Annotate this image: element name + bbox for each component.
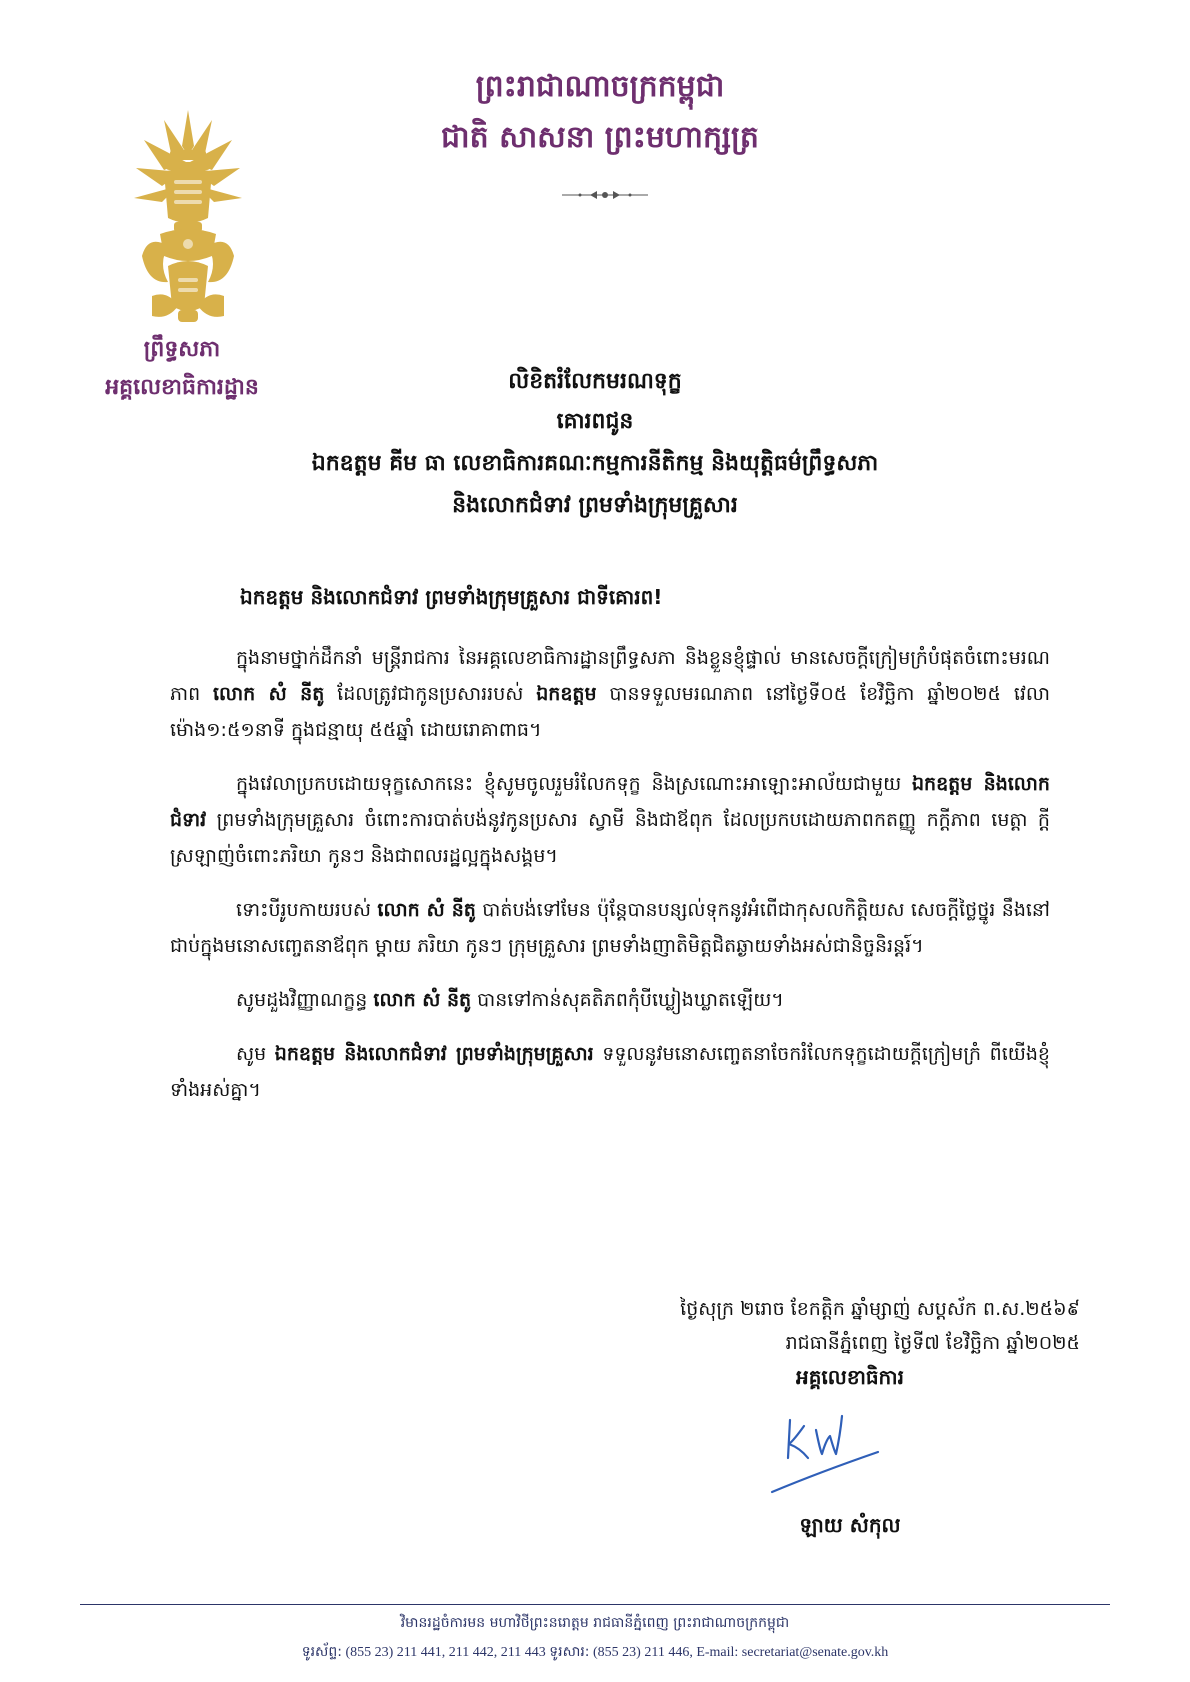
text-run: សូម <box>236 1043 275 1065</box>
divider-ornament-icon <box>560 188 650 202</box>
paragraph-3 <box>170 892 1050 964</box>
footer-contact <box>80 1638 1110 1667</box>
national-motto: ជាតិ សាសនា ព្រះមហាក្សត្រ <box>441 120 759 155</box>
senate-emblem-icon <box>128 106 248 326</box>
secretariat-name: អគ្គលេខាធិការដ្ឋាន <box>105 374 259 400</box>
letter-footer <box>80 1608 1110 1667</box>
text-run: ដែលត្រូវជាកូនប្រសាររបស់ <box>324 683 537 705</box>
condolence-title: លិខិតរំលែកមរណទុក្ខ <box>508 369 682 394</box>
honorific: ឯកឧត្តម <box>536 683 597 705</box>
date-block <box>520 1292 1080 1360</box>
senate-name: ព្រឹទ្ធសភា <box>143 336 221 362</box>
respectfully-to: គោរពជូន <box>556 409 634 434</box>
text-run: ក្នុងវេលាប្រកបដោយទុក្ខសោកនេះ ខ្ញុំសូមចូលរួមរំលែកទុក្ខ និងស្រណោះអាឡោះអាល័យជាមួយ <box>236 773 912 795</box>
fax-and-email: (855 23) 211 446, E-mail: secretariat@senate.gov.kh <box>589 1645 889 1660</box>
text-run: ទទួលនូវមនោសញ្ចេតនាចែករំលែកទុក្ខដោយក្តីក្រៀមក្រំ ពីយើងខ្ញុំទាំងអស់គ្នា។ <box>170 1043 1050 1101</box>
deceased-name: លោក សំ នីតូ <box>213 683 325 705</box>
deceased-name: លោក សំ នីតូ <box>373 989 472 1011</box>
kingdom-name: ព្រះរាជាណាចក្រកម្ពុជា <box>475 69 725 104</box>
phone-label: ទូរស័ព្ទ: <box>301 1644 342 1660</box>
footer-address: វិមានរដ្ឋចំការមន មហាវិថីព្រះនរោត្តម រាជធានីភ្នំពេញ ព្រះរាជាណាចក្រកម្ពុជា <box>400 1615 790 1631</box>
recipient-line: ឯកឧត្តម គីម ធា លេខាធិការគណៈកម្មការនីតិកម្ម និងយុត្តិធម៌ព្រឹទ្ធសភា <box>311 451 879 476</box>
paragraph-4 <box>170 982 1050 1018</box>
text-run: បាត់បង់ទៅមែន ប៉ុន្តែបានបន្សល់ទុកនូវអំពើជាកុសលកិត្តិយស សេចក្តីថ្លៃថ្នូរ នឹងនៅជាប់ក្នុងមនោសញ្ចេតនាឪពុក ម្តាយ ភរិយា កូនៗ ក្រុមគ្រួសារ ព្រមទាំងញាតិមិត្តជិតឆ្ងាយទាំងអស់ជានិច្ចនិរន្តរ៍។ <box>170 899 1050 957</box>
letter-title <box>160 362 1030 526</box>
signatory-title: អគ្គលេខាធិការ <box>796 1365 904 1389</box>
solar-date: រាជធានីភ្នំពេញ ថ្ងៃទី៧ ខែវិច្ឆិកា ឆ្នាំ២០២៥ <box>785 1332 1080 1354</box>
salutation: ឯកឧត្តម និងលោកជំទាវ ព្រមទាំងក្រុមគ្រួសារ ជាទីគោរព! <box>240 585 663 609</box>
honorific: ឯកឧត្តម និងលោកជំទាវ ព្រមទាំងក្រុមគ្រួសារ <box>274 1043 594 1065</box>
fax-label: ទូរសារ: <box>549 1644 590 1660</box>
signatory-name: ឡាយ សំកុល <box>799 1513 901 1537</box>
lunar-date: ថ្ងៃសុក្រ ២រោច ខែកត្តិក ឆ្នាំម្សាញ់ សប្តស័ក ព.ស.២៥៦៩ <box>680 1298 1080 1320</box>
paragraph-5 <box>170 1036 1050 1108</box>
honorific: ឯកឧត្តម និងលោកជំទាវ <box>170 773 1050 831</box>
recipient-family-line: និងលោកជំទាវ ព្រមទាំងក្រុមគ្រួសារ <box>452 493 738 518</box>
paragraph-2 <box>170 766 1050 874</box>
paragraph-1 <box>170 640 1050 748</box>
phone-numbers: (855 23) 211 441, 211 442, 211 443 <box>341 1645 550 1660</box>
text-run: បានទទួលមរណភាព នៅថ្ងៃទី០៥ ខែវិច្ឆិកា ឆ្នាំ២០២៥ វេលាម៉ោង១:៥១នាទី ក្នុងជន្មាយុ ៥៥ឆ្នាំ ដោយរោគាពាធ។ <box>170 683 1051 741</box>
kingdom-header <box>340 62 860 164</box>
handwritten-signature <box>770 1400 890 1500</box>
text-run: បានទៅកាន់សុគតិភពកុំបីឃ្លៀងឃ្លាតឡើយ។ <box>471 989 784 1011</box>
text-run: សូមដួងវិញ្ញាណក្ខន្ធ <box>236 989 374 1011</box>
deceased-name: លោក សំ នីតូ <box>377 899 476 921</box>
text-run: ទោះបីរូបកាយរបស់ <box>236 899 378 921</box>
letter-body <box>170 640 1050 1126</box>
text-run: ព្រមទាំងក្រុមគ្រួសារ ចំពោះការបាត់បង់នូវកូនប្រសារ ស្វាមី និងជាឪពុក ដែលប្រកបដោយភាពកតញ្ញូ កក្តីភាព មេត្តា ក្តីស្រឡាញ់ចំពោះភរិយា កូនៗ និងជាពលរដ្ឋល្អក្នុងសង្គម។ <box>170 809 1050 867</box>
footer-divider <box>80 1604 1110 1605</box>
text-run: ក្នុងនាមថ្នាក់ដឹកនាំ មន្ត្រីរាជការ នៃអគ្គលេខាធិការដ្ឋានព្រឹទ្ធសភា និងខ្លួនខ្ញុំផ្ទាល់ មានសេចក្តីក្រៀមក្រំបំផុតចំពោះមរណភាព <box>170 647 1050 705</box>
